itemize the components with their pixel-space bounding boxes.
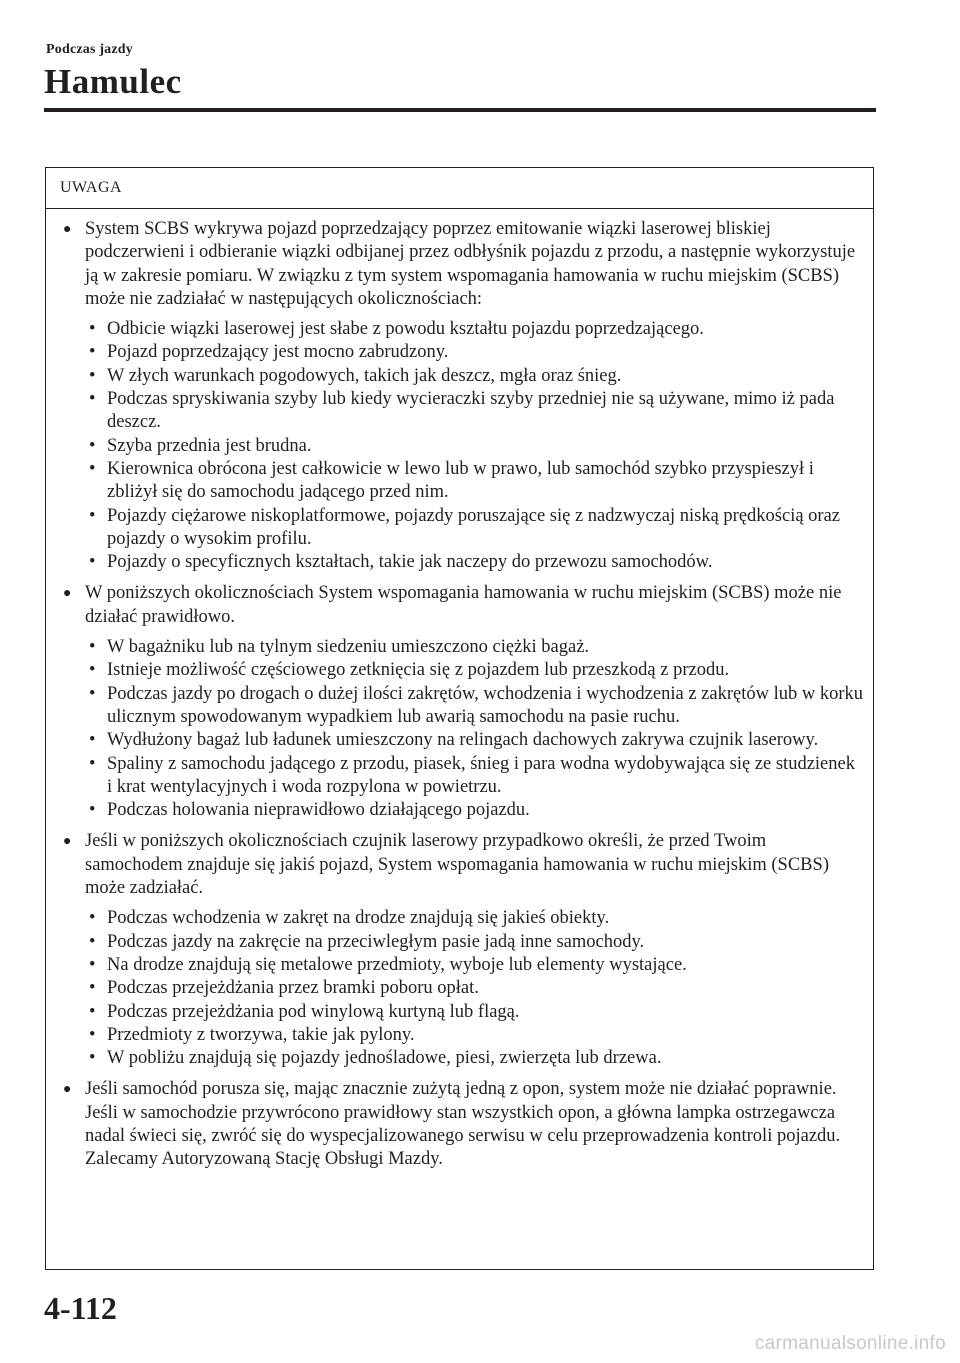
sub-list-item-text: Kierownica obrócona jest całkowicie w lewo lub w prawo, lub samochód szybko przyspieszył i zbliżył się do samochodu jadącego przed nim. [107, 458, 814, 503]
sub-bullet-icon: • [89, 458, 96, 479]
sub-list-item [85, 388, 863, 435]
sub-list-item [85, 729, 863, 752]
sub-bullet-icon: • [89, 435, 96, 456]
sub-bullet-icon: • [89, 931, 96, 952]
sub-list [85, 907, 863, 1070]
sub-list-item [85, 659, 863, 682]
watermark: carmanualsonline.info [754, 1333, 946, 1354]
sub-list-item-text: Pojazd poprzedzający jest mocno zabrudzony. [107, 342, 449, 363]
notice-item [63, 582, 863, 822]
sub-bullet-icon: • [89, 908, 96, 929]
sub-bullet-icon: • [89, 552, 96, 573]
bullet-icon: ● [63, 1082, 72, 1098]
sub-list-item-text: Pojazdy o specyficznych kształtach, takie jak naczepy do przewozu samochodów. [107, 552, 713, 573]
sub-list [85, 318, 863, 574]
notice-item-text: Jeśli w poniższych okolicznościach czujnik laserowy przypadkowo określi, że przed Twoim samochodem znajduje się jakiś pojazd, System wspomagania hamowania w ruchu miejskim (SCBS) może zadziałać. [85, 831, 829, 899]
sub-list-item [85, 505, 863, 552]
sub-bullet-icon: • [89, 505, 96, 526]
sub-list-item [85, 931, 863, 954]
sub-list-item-text: Podczas jazdy po drogach o dużej ilości zakrętów, wchodzenia i wychodzenia z zakrętów lub w korku ulicznym spowodowanym wypadkiem lub awarią samochodu na pasie ruchu. [107, 683, 863, 727]
sub-list-item-text: Pojazdy ciężarowe niskoplatformowe, pojazdy poruszające się z nadzwyczaj niską prędkością oraz pojazdy o wysokim profilu. [107, 505, 841, 549]
sub-list-item [85, 1047, 863, 1070]
sub-list-item [85, 341, 863, 364]
sub-bullet-icon: • [89, 978, 96, 999]
notice-box [45, 167, 874, 1270]
notice-item-text: W poniższych okolicznościach System wspomagania hamowania w ruchu miejskim (SCBS) może nie działać prawidłowo. [85, 583, 842, 627]
notice-item [63, 830, 863, 1070]
sub-list-item-text: Odbicie wiązki laserowej jest słabe z powodu kształtu pojazdu poprzedzającego. [107, 319, 704, 340]
sub-list-item-text: Podczas jazdy na zakręcie na przeciwległym pasie jadą inne samochody. [107, 931, 645, 952]
sub-list-item-text: Istnieje możliwość częściowego zetknięcia się z pojazdem lub przeszkodą z przodu. [107, 660, 730, 681]
sub-bullet-icon: • [89, 365, 96, 386]
sub-list-item-text: Podczas wchodzenia w zakręt na drodze znajdują się jakieś obiekty. [107, 908, 610, 929]
sub-list-item [85, 753, 863, 800]
sub-list-item-text: Spaliny z samochodu jadącego z przodu, piasek, śnieg i para wodna wydobywająca się ze studzienek i krat wentylacyjnych i woda rozpylona w powietrzu. [107, 753, 855, 797]
sub-bullet-icon: • [89, 389, 96, 410]
sub-list-item-text: Podczas spryskiwania szyby lub kiedy wycieraczki szyby przedniej nie są używane, mimo iż pada deszcz. [107, 389, 835, 433]
bullet-icon: ● [63, 222, 72, 237]
sub-list-item [85, 458, 863, 505]
title-divider [44, 108, 876, 112]
sub-list-item [85, 365, 863, 388]
sub-list-item [85, 1024, 863, 1047]
notice-item [63, 218, 863, 574]
sub-bullet-icon: • [89, 753, 96, 774]
sub-bullet-icon: • [89, 319, 96, 340]
sub-bullet-icon: • [89, 342, 96, 363]
sub-list-item-text: Na drodze znajdują się metalowe przedmioty, wyboje lub elementy wystające. [107, 954, 687, 975]
sub-list-item [85, 435, 863, 458]
sub-list-item-text: W złych warunkach pogodowych, takich jak deszcz, mgła oraz śnieg. [107, 365, 622, 386]
sub-list-item-text: Podczas przejeżdżania przez bramki poboru opłat. [107, 978, 479, 999]
sub-list-item [85, 683, 863, 730]
sub-list-item [85, 977, 863, 1000]
sub-bullet-icon: • [89, 1048, 96, 1069]
notice-body [46, 209, 873, 1172]
sub-list-item-text: Przedmioty z tworzywa, takie jak pylony. [107, 1024, 415, 1045]
section-label: Podczas jazdy [46, 42, 133, 57]
sub-list-item [85, 551, 863, 574]
sub-list-item-text: W pobliżu znajdują się pojazdy jednośladowe, piesi, zwierzęta lub drzewa. [107, 1048, 662, 1069]
sub-bullet-icon: • [89, 800, 96, 821]
sub-list-item [85, 954, 863, 977]
sub-bullet-icon: • [89, 637, 96, 658]
sub-list-item-text: W bagażniku lub na tylnym siedzeniu umieszczono ciężki bagaż. [107, 637, 590, 658]
sub-list-item-text: Podczas holowania nieprawidłowo działającego pojazdu. [107, 800, 530, 821]
sub-bullet-icon: • [89, 954, 96, 975]
page-title: Hamulec [44, 62, 182, 101]
sub-list-item [85, 907, 863, 930]
sub-list-item [85, 1001, 863, 1024]
bullet-icon: ● [63, 586, 72, 602]
sub-bullet-icon: • [89, 730, 96, 751]
sub-bullet-icon: • [89, 1001, 96, 1022]
sub-bullet-icon: • [89, 660, 96, 681]
notice-heading: UWAGA [46, 168, 873, 209]
sub-list [85, 636, 863, 822]
sub-list-item [85, 318, 863, 341]
sub-list-item-text: Szyba przednia jest brudna. [107, 435, 312, 456]
sub-list-item-text: Podczas przejeżdżania pod winylową kurtyną lub flagą. [107, 1001, 520, 1022]
notice-item [63, 1078, 863, 1171]
sub-bullet-icon: • [89, 683, 96, 704]
sub-list-item [85, 636, 863, 659]
sub-list-item-text: Wydłużony bagaż lub ładunek umieszczony na relingach dachowych zakrywa czujnik laserowy. [107, 730, 819, 751]
sub-list-item [85, 799, 863, 822]
sub-bullet-icon: • [89, 1024, 96, 1045]
notice-item-text: System SCBS wykrywa pojazd poprzedzający poprzez emitowanie wiązki laserowej bliskiej podczerwieni i odbieranie wiązki odbijanej przez odbłyśnik pojazdu z przodu, a następnie wykorzystuje ją w zakresie pomiaru. W związku z tym system wspomagania hamowania w ruchu miejskim (SCBS) może nie zadziałać w następujących okolicznościach: [85, 219, 856, 309]
bullet-icon: ● [63, 834, 72, 850]
page-number: 4-112 [44, 1290, 117, 1326]
notice-item-text: Jeśli samochód porusza się, mając znacznie zużytą jedną z opon, system może nie działać poprawnie. Jeśli w samochodzie przywrócono prawidłowy stan wszystkich opon, a główna lampka ostrzegawcza nadal świeci się, zwróć się do wyspecjalizowanego serwisu w celu przeprowadzenia kontroli pojazdu. Zalecamy Autoryzowaną Stację Obsługi Mazdy. [85, 1079, 841, 1170]
